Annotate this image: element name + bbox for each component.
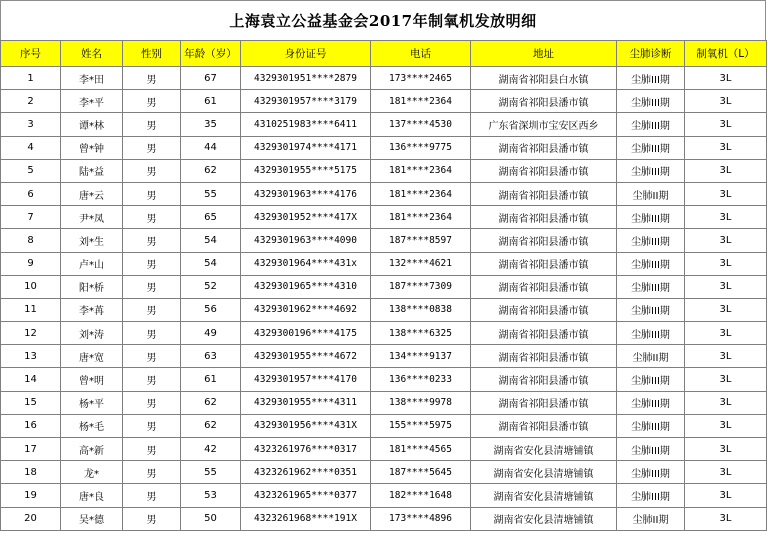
cell-index[interactable]: 1 [1, 67, 61, 90]
cell-address[interactable]: 湖南省安化县清塘铺镇 [471, 484, 617, 507]
cell-phone[interactable]: 134****9137 [371, 345, 471, 368]
cell-id-number[interactable]: 4329301963****4176 [241, 182, 371, 205]
cell-id-number[interactable]: 4329301957****3179 [241, 90, 371, 113]
cell-id-number[interactable]: 4329301974****4171 [241, 136, 371, 159]
table-row [1, 252, 767, 275]
table-row [1, 345, 767, 368]
cell-oxygen[interactable]: 3L [685, 182, 767, 205]
cell-id-number[interactable]: 4329301951****2879 [241, 67, 371, 90]
cell-diagnosis[interactable]: 尘肺III期 [617, 322, 685, 345]
cell-oxygen[interactable]: 3L [685, 322, 767, 345]
cell-oxygen[interactable]: 3L [685, 438, 767, 461]
cell-oxygen[interactable]: 3L [685, 275, 767, 298]
table-row [1, 275, 767, 298]
cell-address[interactable]: 湖南省祁阳县潘市镇 [471, 182, 617, 205]
column-header-id-number[interactable]: 身份证号 [241, 41, 371, 67]
cell-gender[interactable]: 男 [123, 461, 181, 484]
cell-id-number[interactable]: 4329301965****4310 [241, 275, 371, 298]
distribution-table [0, 40, 767, 531]
cell-address[interactable]: 湖南省祁阳县潘市镇 [471, 159, 617, 182]
cell-oxygen[interactable]: 3L [685, 345, 767, 368]
table-row [1, 159, 767, 182]
cell-oxygen[interactable]: 3L [685, 298, 767, 321]
cell-gender[interactable]: 男 [123, 345, 181, 368]
cell-diagnosis[interactable]: 尘肺II期 [617, 507, 685, 530]
table-row [1, 484, 767, 507]
cell-phone[interactable]: 155****5975 [371, 414, 471, 437]
table-row [1, 182, 767, 205]
cell-phone[interactable]: 187****7309 [371, 275, 471, 298]
cell-diagnosis[interactable]: 尘肺III期 [617, 252, 685, 275]
cell-id-number[interactable]: 4329301957****4170 [241, 368, 371, 391]
table-row [1, 368, 767, 391]
cell-gender[interactable]: 男 [123, 298, 181, 321]
cell-phone[interactable]: 182****1648 [371, 484, 471, 507]
column-header-index[interactable]: 序号 [1, 41, 61, 67]
cell-diagnosis[interactable]: 尘肺III期 [617, 67, 685, 90]
cell-index[interactable]: 16 [1, 414, 61, 437]
cell-age[interactable]: 55 [181, 461, 241, 484]
cell-id-number[interactable]: 4310251983****6411 [241, 113, 371, 136]
table-row [1, 229, 767, 252]
cell-name[interactable]: 尹*凤 [61, 206, 123, 229]
sheet-title: 上海袁立公益基金会2017年制氧机发放明细 [0, 0, 766, 40]
cell-id-number[interactable]: 4329301964****431x [241, 252, 371, 275]
cell-gender[interactable]: 男 [123, 438, 181, 461]
cell-oxygen[interactable]: 3L [685, 368, 767, 391]
cell-index[interactable]: 17 [1, 438, 61, 461]
cell-phone[interactable]: 181****2364 [371, 90, 471, 113]
cell-address[interactable]: 湖南省祁阳县潘市镇 [471, 368, 617, 391]
cell-gender[interactable]: 男 [123, 252, 181, 275]
cell-phone[interactable]: 187****8597 [371, 229, 471, 252]
cell-index[interactable]: 8 [1, 229, 61, 252]
cell-oxygen[interactable]: 3L [685, 391, 767, 414]
cell-id-number[interactable]: 4323261976****0317 [241, 438, 371, 461]
cell-oxygen[interactable]: 3L [685, 252, 767, 275]
cell-index[interactable]: 7 [1, 206, 61, 229]
cell-index[interactable]: 5 [1, 159, 61, 182]
cell-phone[interactable]: 137****4530 [371, 113, 471, 136]
cell-index[interactable]: 19 [1, 484, 61, 507]
cell-address[interactable]: 湖南省安化县清塘铺镇 [471, 507, 617, 530]
cell-oxygen[interactable]: 3L [685, 136, 767, 159]
cell-gender[interactable]: 男 [123, 159, 181, 182]
cell-address[interactable]: 湖南省祁阳县潘市镇 [471, 229, 617, 252]
cell-oxygen[interactable]: 3L [685, 113, 767, 136]
cell-index[interactable]: 13 [1, 345, 61, 368]
table-header [1, 41, 767, 67]
cell-gender[interactable]: 男 [123, 113, 181, 136]
cell-gender[interactable]: 男 [123, 90, 181, 113]
cell-age[interactable]: 44 [181, 136, 241, 159]
cell-diagnosis[interactable]: 尘肺III期 [617, 298, 685, 321]
cell-diagnosis[interactable]: 尘肺II期 [617, 182, 685, 205]
cell-id-number[interactable]: 4329301955****4311 [241, 391, 371, 414]
cell-name[interactable]: 龙* [61, 461, 123, 484]
cell-age[interactable]: 49 [181, 322, 241, 345]
cell-index[interactable]: 11 [1, 298, 61, 321]
cell-gender[interactable]: 男 [123, 322, 181, 345]
cell-address[interactable]: 湖南省祁阳县潘市镇 [471, 298, 617, 321]
cell-id-number[interactable]: 4329300196****4175 [241, 322, 371, 345]
cell-name[interactable]: 唐*宽 [61, 345, 123, 368]
cell-name[interactable]: 吴*德 [61, 507, 123, 530]
column-header-oxygen[interactable]: 制氧机（L） [685, 41, 767, 67]
cell-name[interactable]: 杨*平 [61, 391, 123, 414]
cell-id-number[interactable]: 4329301955****5175 [241, 159, 371, 182]
cell-index[interactable]: 9 [1, 252, 61, 275]
cell-address[interactable]: 湖南省安化县清塘铺镇 [471, 438, 617, 461]
table-row [1, 507, 767, 530]
cell-age[interactable]: 50 [181, 507, 241, 530]
cell-age[interactable]: 67 [181, 67, 241, 90]
cell-index[interactable]: 15 [1, 391, 61, 414]
cell-gender[interactable]: 男 [123, 414, 181, 437]
table-row [1, 113, 767, 136]
column-header-gender[interactable]: 性别 [123, 41, 181, 67]
cell-age[interactable]: 53 [181, 484, 241, 507]
cell-name[interactable]: 唐*良 [61, 484, 123, 507]
cell-age[interactable]: 52 [181, 275, 241, 298]
cell-index[interactable]: 18 [1, 461, 61, 484]
table-row [1, 322, 767, 345]
cell-age[interactable]: 55 [181, 182, 241, 205]
cell-diagnosis[interactable]: 尘肺III期 [617, 159, 685, 182]
cell-address[interactable]: 湖南省祁阳县潘市镇 [471, 275, 617, 298]
cell-id-number[interactable]: 4329301962****4692 [241, 298, 371, 321]
cell-oxygen[interactable]: 3L [685, 206, 767, 229]
cell-name[interactable]: 杨*毛 [61, 414, 123, 437]
cell-index[interactable]: 12 [1, 322, 61, 345]
cell-phone[interactable]: 136****0233 [371, 368, 471, 391]
table-row [1, 414, 767, 437]
cell-address[interactable]: 湖南省祁阳县潘市镇 [471, 206, 617, 229]
cell-gender[interactable]: 男 [123, 182, 181, 205]
cell-phone[interactable]: 173****2465 [371, 67, 471, 90]
cell-phone[interactable]: 138****6325 [371, 322, 471, 345]
cell-index[interactable]: 3 [1, 113, 61, 136]
column-header-phone[interactable]: 电话 [371, 41, 471, 67]
cell-age[interactable]: 63 [181, 345, 241, 368]
cell-name[interactable]: 陆*益 [61, 159, 123, 182]
table-row [1, 298, 767, 321]
cell-name[interactable]: 谭*林 [61, 113, 123, 136]
cell-gender[interactable]: 男 [123, 136, 181, 159]
cell-address[interactable]: 湖南省祁阳县潘市镇 [471, 391, 617, 414]
cell-diagnosis[interactable]: 尘肺III期 [617, 414, 685, 437]
cell-gender[interactable]: 男 [123, 484, 181, 507]
cell-id-number[interactable]: 4323261962****0351 [241, 461, 371, 484]
cell-diagnosis[interactable]: 尘肺III期 [617, 368, 685, 391]
cell-diagnosis[interactable]: 尘肺III期 [617, 136, 685, 159]
cell-id-number[interactable]: 4329301955****4672 [241, 345, 371, 368]
cell-gender[interactable]: 男 [123, 391, 181, 414]
cell-age[interactable]: 61 [181, 368, 241, 391]
cell-oxygen[interactable]: 3L [685, 67, 767, 90]
cell-address[interactable]: 湖南省祁阳县潘市镇 [471, 136, 617, 159]
cell-index[interactable]: 14 [1, 368, 61, 391]
cell-name[interactable]: 唐*云 [61, 182, 123, 205]
cell-address[interactable]: 湖南省祁阳县潘市镇 [471, 322, 617, 345]
cell-gender[interactable]: 男 [123, 67, 181, 90]
cell-phone[interactable]: 181****4565 [371, 438, 471, 461]
cell-diagnosis[interactable]: 尘肺III期 [617, 275, 685, 298]
cell-age[interactable]: 62 [181, 159, 241, 182]
cell-gender[interactable]: 男 [123, 368, 181, 391]
cell-diagnosis[interactable]: 尘肺III期 [617, 438, 685, 461]
cell-gender[interactable]: 男 [123, 507, 181, 530]
cell-oxygen[interactable]: 3L [685, 461, 767, 484]
table-row [1, 90, 767, 113]
header-row [1, 41, 767, 67]
cell-phone[interactable]: 187****5645 [371, 461, 471, 484]
cell-age[interactable]: 54 [181, 252, 241, 275]
cell-address[interactable]: 湖南省祁阳县潘市镇 [471, 252, 617, 275]
cell-index[interactable]: 20 [1, 507, 61, 530]
cell-address[interactable]: 湖南省祁阳县白水镇 [471, 67, 617, 90]
cell-diagnosis[interactable]: 尘肺III期 [617, 113, 685, 136]
column-header-diagnosis[interactable]: 尘肺诊断 [617, 41, 685, 67]
cell-oxygen[interactable]: 3L [685, 484, 767, 507]
cell-phone[interactable]: 138****0838 [371, 298, 471, 321]
cell-diagnosis[interactable]: 尘肺III期 [617, 229, 685, 252]
cell-phone[interactable]: 138****9978 [371, 391, 471, 414]
cell-name[interactable]: 卢*山 [61, 252, 123, 275]
cell-phone[interactable]: 181****2364 [371, 182, 471, 205]
cell-name[interactable]: 李*平 [61, 90, 123, 113]
cell-id-number[interactable]: 4323261968****191X [241, 507, 371, 530]
cell-gender[interactable]: 男 [123, 229, 181, 252]
cell-gender[interactable]: 男 [123, 206, 181, 229]
cell-age[interactable]: 61 [181, 90, 241, 113]
cell-oxygen[interactable]: 3L [685, 90, 767, 113]
cell-diagnosis[interactable]: 尘肺III期 [617, 90, 685, 113]
cell-name[interactable]: 阳*桥 [61, 275, 123, 298]
cell-phone[interactable]: 181****2364 [371, 206, 471, 229]
cell-diagnosis[interactable]: 尘肺III期 [617, 206, 685, 229]
cell-address[interactable]: 湖南省安化县清塘铺镇 [471, 461, 617, 484]
cell-diagnosis[interactable]: 尘肺III期 [617, 461, 685, 484]
cell-address[interactable]: 广东省深圳市宝安区西乡 [471, 113, 617, 136]
table-row [1, 206, 767, 229]
cell-name[interactable]: 李*苒 [61, 298, 123, 321]
cell-phone[interactable]: 132****4621 [371, 252, 471, 275]
cell-id-number[interactable]: 4329301956****431X [241, 414, 371, 437]
cell-age[interactable]: 65 [181, 206, 241, 229]
cell-id-number[interactable]: 4329301952****417X [241, 206, 371, 229]
cell-diagnosis[interactable]: 尘肺III期 [617, 391, 685, 414]
column-header-name[interactable]: 姓名 [61, 41, 123, 67]
cell-id-number[interactable]: 4323261965****0377 [241, 484, 371, 507]
cell-diagnosis[interactable]: 尘肺III期 [617, 484, 685, 507]
cell-index[interactable]: 10 [1, 275, 61, 298]
cell-phone[interactable]: 173****4896 [371, 507, 471, 530]
cell-oxygen[interactable]: 3L [685, 414, 767, 437]
column-header-age[interactable]: 年龄（岁） [181, 41, 241, 67]
cell-diagnosis[interactable]: 尘肺II期 [617, 345, 685, 368]
cell-oxygen[interactable]: 3L [685, 229, 767, 252]
cell-address[interactable]: 湖南省祁阳县潘市镇 [471, 345, 617, 368]
cell-name[interactable]: 刘*生 [61, 229, 123, 252]
cell-index[interactable]: 6 [1, 182, 61, 205]
table-row [1, 461, 767, 484]
cell-phone[interactable]: 181****2364 [371, 159, 471, 182]
cell-name[interactable]: 曾*明 [61, 368, 123, 391]
table-row [1, 438, 767, 461]
cell-id-number[interactable]: 4329301963****4090 [241, 229, 371, 252]
cell-age[interactable]: 35 [181, 113, 241, 136]
cell-name[interactable]: 曾*钟 [61, 136, 123, 159]
cell-age[interactable]: 56 [181, 298, 241, 321]
cell-phone[interactable]: 136****9775 [371, 136, 471, 159]
table-row [1, 136, 767, 159]
cell-age[interactable]: 62 [181, 414, 241, 437]
cell-address[interactable]: 湖南省祁阳县潘市镇 [471, 414, 617, 437]
cell-index[interactable]: 2 [1, 90, 61, 113]
cell-age[interactable]: 54 [181, 229, 241, 252]
cell-age[interactable]: 62 [181, 391, 241, 414]
column-header-address[interactable]: 地址 [471, 41, 617, 67]
table-row [1, 67, 767, 90]
cell-oxygen[interactable]: 3L [685, 507, 767, 530]
cell-name[interactable]: 刘*涛 [61, 322, 123, 345]
cell-gender[interactable]: 男 [123, 275, 181, 298]
table-body [1, 67, 767, 531]
cell-age[interactable]: 42 [181, 438, 241, 461]
cell-oxygen[interactable]: 3L [685, 159, 767, 182]
cell-index[interactable]: 4 [1, 136, 61, 159]
cell-address[interactable]: 湖南省祁阳县潘市镇 [471, 90, 617, 113]
table-row [1, 391, 767, 414]
cell-name[interactable]: 高*新 [61, 438, 123, 461]
cell-name[interactable]: 李*田 [61, 67, 123, 90]
